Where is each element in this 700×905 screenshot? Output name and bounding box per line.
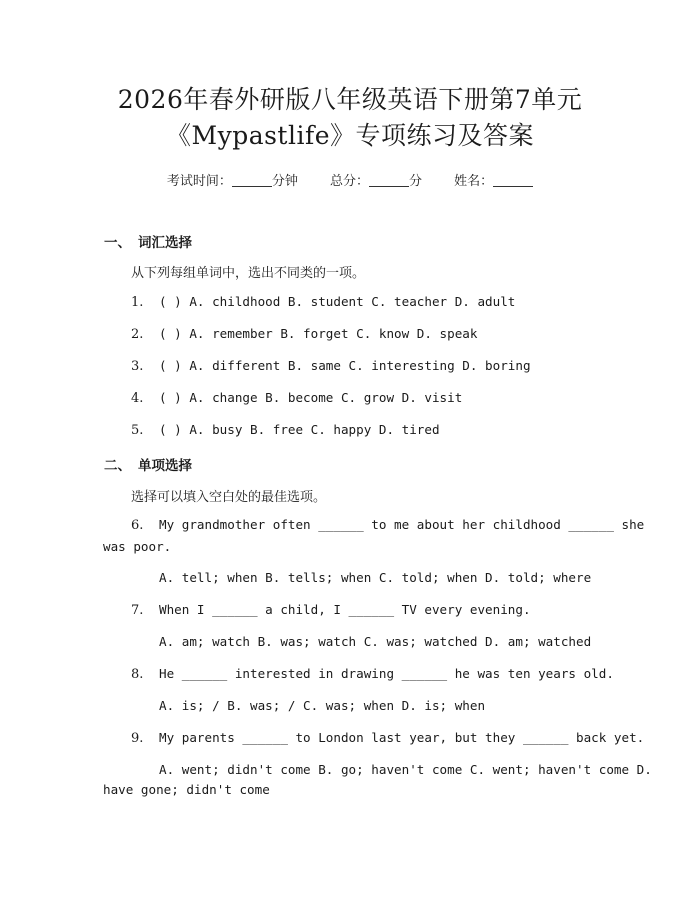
question-9-options-continued: have gone; didn't come xyxy=(103,782,270,797)
section-1-title: 词汇选择 xyxy=(138,235,192,251)
section-1-instruction: 从下列每组单词中，选出不同类的一项。 xyxy=(131,266,366,281)
time-unit: 分钟 xyxy=(271,174,298,189)
question-9 xyxy=(131,730,644,746)
exam-meta xyxy=(0,170,700,189)
question-9-options: A. went; didn't come B. go; haven't come C. went; haven't come D. xyxy=(159,762,652,777)
question-text: ( ) A. change B. become C. grow D. visit xyxy=(159,390,463,405)
question-1 xyxy=(131,294,515,310)
section-1-number: 一、 xyxy=(104,235,131,251)
question-text: My grandmother often ______ to me about her childhood ______ she xyxy=(159,517,645,532)
question-2 xyxy=(131,326,477,342)
title-line-2: 《Mypastlife》专项练习及答案 xyxy=(165,121,535,150)
section-2-instruction: 选择可以填入空白处的最佳选项。 xyxy=(131,490,327,505)
exam-time xyxy=(167,174,298,189)
score-unit: 分 xyxy=(409,174,423,189)
section-2-title: 单项选择 xyxy=(138,458,192,474)
question-3 xyxy=(131,358,531,374)
question-number: 2. xyxy=(131,327,144,342)
question-6 xyxy=(131,517,644,533)
time-blank[interactable] xyxy=(232,174,272,187)
question-text: ( ) A. busy B. free C. happy D. tired xyxy=(159,422,440,437)
question-text: When I ______ a child, I ______ TV every evening. xyxy=(159,602,531,617)
question-text: ( ) A. childhood B. student C. teacher D. adult xyxy=(159,294,516,309)
question-text: ( ) A. different B. same C. interesting D. boring xyxy=(159,358,531,373)
time-label: 考试时间： xyxy=(166,174,232,189)
question-number: 6. xyxy=(131,518,144,533)
question-5 xyxy=(131,422,440,438)
question-text: ( ) A. remember B. forget C. know D. speak xyxy=(159,326,478,341)
score-label: 总分： xyxy=(329,174,369,189)
student-name xyxy=(454,174,533,189)
question-text: He ______ interested in drawing ______ he was ten years old. xyxy=(159,666,614,681)
question-4 xyxy=(131,390,462,406)
name-blank[interactable] xyxy=(493,174,533,187)
question-8 xyxy=(131,666,614,682)
question-number: 4. xyxy=(131,391,144,406)
section-1-heading xyxy=(104,231,192,251)
section-2-number: 二、 xyxy=(104,458,131,474)
question-number: 3. xyxy=(131,359,144,374)
question-text: My parents ______ to London last year, but they ______ back yet. xyxy=(159,730,645,745)
total-score xyxy=(330,174,422,189)
question-number: 9. xyxy=(131,731,144,746)
title-line-1: 2026年春外研版八年级英语下册第7单元 xyxy=(117,85,583,114)
score-blank[interactable] xyxy=(369,174,409,187)
section-2-heading xyxy=(104,454,192,474)
question-6-continued: was poor. xyxy=(103,539,172,554)
question-number: 8. xyxy=(131,667,144,682)
question-number: 1. xyxy=(131,295,144,310)
question-6-options: A. tell; when B. tells; when C. told; when D. told; where xyxy=(159,570,592,585)
question-number: 7. xyxy=(131,603,144,618)
question-8-options: A. is; / B. was; / C. was; when D. is; when xyxy=(159,698,486,713)
question-7-options: A. am; watch B. was; watch C. was; watched D. am; watched xyxy=(159,634,592,649)
question-number: 5. xyxy=(131,423,144,438)
question-7 xyxy=(131,602,531,618)
name-label: 姓名： xyxy=(454,174,494,189)
